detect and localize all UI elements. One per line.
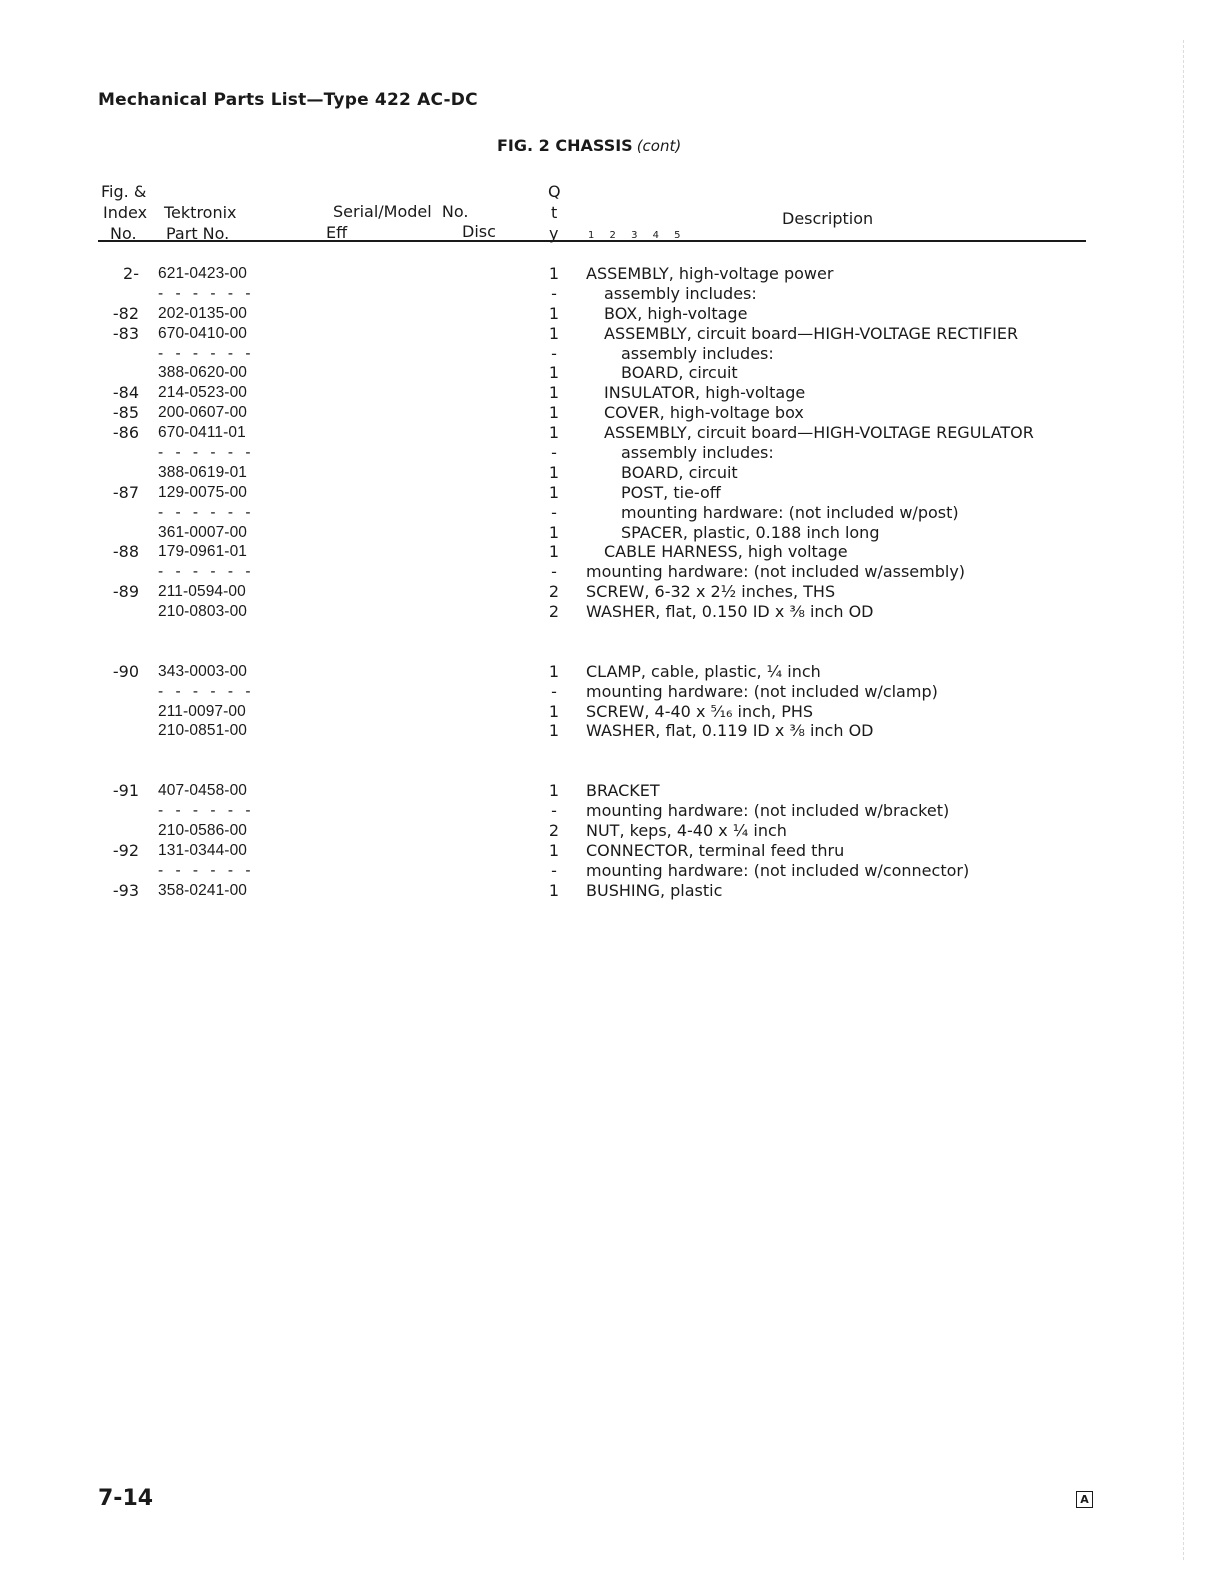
- quantity: 1: [548, 880, 560, 900]
- part-number: 200-0607-00: [158, 404, 248, 422]
- col-qty-line3: y: [549, 224, 559, 243]
- part-description: BOARD, circuit: [621, 462, 738, 482]
- row-spacer: [0, 642, 1231, 662]
- index-number: -87: [112, 482, 139, 502]
- quantity: 1: [548, 482, 560, 502]
- quantity: 1: [548, 403, 560, 423]
- table-row: [0, 324, 1231, 344]
- col-fig-index-line1: Fig. &: [101, 182, 147, 201]
- table-row: [0, 383, 1231, 403]
- part-number: - - - - - -: [158, 444, 255, 462]
- quantity: 2: [548, 820, 560, 840]
- part-number: 407-0458-00: [158, 782, 248, 800]
- index-number: -93: [112, 880, 139, 900]
- table-row: [0, 702, 1231, 722]
- col-serial-model: Serial/Model No.: [333, 202, 469, 221]
- index-number: 2-: [123, 264, 139, 283]
- quantity: -: [551, 443, 557, 463]
- table-row: [0, 821, 1231, 841]
- table-row: [0, 363, 1231, 383]
- part-description: mounting hardware: (not included w/assembly): [586, 562, 966, 582]
- col-qty-line2: t: [551, 203, 558, 222]
- part-number: 343-0003-00: [158, 662, 248, 680]
- col-indent-levels: 1 2 3 4 5: [588, 230, 687, 241]
- part-description: mounting hardware: (not included w/post): [621, 502, 959, 522]
- row-spacer: [0, 761, 1231, 781]
- part-description: mounting hardware: (not included w/connector): [586, 860, 970, 880]
- quantity: 2: [548, 602, 560, 622]
- table-row: [0, 801, 1231, 821]
- part-description: mounting hardware: (not included w/clamp): [586, 681, 938, 701]
- part-description: assembly includes:: [621, 343, 774, 363]
- col-fig-index-line3: No.: [110, 224, 137, 243]
- table-row: [0, 582, 1231, 602]
- quantity: 1: [548, 542, 560, 562]
- revision-badge: A: [1076, 1491, 1093, 1508]
- page-number: 7-14: [98, 1486, 154, 1511]
- table-row: [0, 423, 1231, 443]
- quantity: -: [551, 562, 557, 582]
- table-row: [0, 602, 1231, 622]
- quantity: 1: [548, 522, 560, 542]
- index-number: -91: [112, 781, 139, 801]
- part-number: 131-0344-00: [158, 841, 248, 859]
- quantity: 1: [548, 840, 560, 860]
- index-number: -84: [112, 383, 139, 403]
- part-description: BRACKET: [586, 781, 660, 801]
- parts-list: [0, 264, 1231, 901]
- table-row: [0, 662, 1231, 682]
- part-description: WASHER, flat, 0.150 ID x ⅜ inch OD: [586, 602, 874, 622]
- table-row: [0, 483, 1231, 503]
- quantity: 1: [548, 462, 560, 482]
- index-number: -82: [112, 303, 139, 323]
- part-number: 361-0007-00: [158, 523, 248, 541]
- part-description: SCREW, 4-40 x ⁵⁄₁₆ inch, PHS: [586, 701, 814, 721]
- quantity: 2: [548, 582, 560, 602]
- col-qty-line1: Q: [548, 182, 561, 201]
- part-description: INSULATOR, high-voltage: [604, 383, 806, 403]
- part-description: SPACER, plastic, 0.188 inch long: [621, 522, 880, 542]
- page-title: Mechanical Parts List—Type 422 AC-DC: [98, 90, 478, 110]
- table-row: [0, 841, 1231, 861]
- part-description: ASSEMBLY, circuit board—HIGH-VOLTAGE RECTIFIER: [604, 323, 1019, 343]
- part-description: ASSEMBLY, circuit board—HIGH-VOLTAGE REGULATOR: [604, 423, 1034, 443]
- part-number: 621-0423-00: [158, 265, 248, 282]
- quantity: -: [551, 681, 557, 701]
- part-number: 210-0851-00: [158, 722, 248, 740]
- part-number: - - - - - -: [158, 682, 255, 700]
- part-description: BUSHING, plastic: [586, 880, 723, 900]
- part-number: 358-0241-00: [158, 881, 248, 899]
- quantity: 1: [548, 383, 560, 403]
- quantity: 1: [548, 423, 560, 443]
- table-row: [0, 542, 1231, 562]
- quantity: -: [551, 283, 557, 303]
- part-number: 210-0803-00: [158, 603, 248, 621]
- header-rule: [98, 240, 1086, 242]
- col-description: Description: [782, 209, 874, 228]
- part-number: - - - - - -: [158, 563, 255, 581]
- table-row: [0, 344, 1231, 364]
- quantity: 1: [548, 303, 560, 323]
- quantity: 1: [548, 661, 560, 681]
- part-description: CONNECTOR, terminal feed thru: [586, 840, 845, 860]
- table-row: [0, 861, 1231, 881]
- col-tektronix-line1: Tektronix: [164, 203, 237, 222]
- part-number: - - - - - -: [158, 284, 255, 302]
- index-number: -90: [112, 661, 139, 681]
- table-row: [0, 881, 1231, 901]
- part-description: COVER, high-voltage box: [604, 403, 804, 423]
- table-row: [0, 463, 1231, 483]
- table-row: [0, 721, 1231, 741]
- quantity: -: [551, 502, 557, 522]
- part-number: 179-0961-01: [158, 543, 248, 561]
- part-number: - - - - - -: [158, 503, 255, 521]
- index-number: -83: [112, 323, 139, 343]
- part-number: - - - - - -: [158, 802, 255, 820]
- table-row: [0, 682, 1231, 702]
- part-number: 211-0594-00: [158, 583, 246, 601]
- table-row: [0, 264, 1231, 284]
- row-spacer: [0, 741, 1231, 761]
- part-number: 202-0135-00: [158, 304, 248, 322]
- part-number: 388-0619-01: [158, 463, 248, 481]
- part-description: BOX, high-voltage: [604, 303, 748, 323]
- quantity: -: [551, 860, 557, 880]
- part-description: SCREW, 6-32 x 2½ inches, THS: [586, 582, 836, 602]
- part-number: 210-0586-00: [158, 821, 248, 839]
- col-serial-disc: Disc: [462, 222, 496, 241]
- quantity: 1: [548, 264, 560, 283]
- quantity: -: [551, 343, 557, 363]
- quantity: 1: [548, 363, 560, 383]
- row-spacer: [0, 622, 1231, 642]
- part-description: POST, tie-off: [621, 482, 721, 502]
- part-description: assembly includes:: [604, 283, 757, 303]
- col-serial-eff: Eff: [326, 223, 348, 242]
- part-number: 670-0410-00: [158, 324, 248, 342]
- index-number: -89: [112, 582, 139, 602]
- figure-title-text: FIG. 2 CHASSIS: [497, 136, 633, 155]
- quantity: -: [551, 801, 557, 821]
- quantity: 1: [548, 323, 560, 343]
- part-description: mounting hardware: (not included w/bracket): [586, 801, 950, 821]
- part-number: 670-0411-01: [158, 424, 246, 442]
- table-row: [0, 523, 1231, 543]
- part-number: 214-0523-00: [158, 384, 248, 402]
- part-description: BOARD, circuit: [621, 363, 738, 383]
- table-row: [0, 304, 1231, 324]
- table-row: [0, 284, 1231, 304]
- part-description: CABLE HARNESS, high voltage: [604, 542, 848, 562]
- part-number: - - - - - -: [158, 861, 255, 879]
- figure-title: [497, 136, 681, 155]
- part-description: CLAMP, cable, plastic, ¼ inch: [586, 661, 821, 681]
- part-description: ASSEMBLY, high-voltage power: [586, 264, 834, 283]
- part-number: 211-0097-00: [158, 702, 246, 720]
- quantity: 1: [548, 701, 560, 721]
- col-tektronix-line2: Part No.: [166, 224, 230, 243]
- table-row: [0, 403, 1231, 423]
- col-fig-index-line2: Index: [103, 203, 148, 222]
- part-number: 388-0620-00: [158, 364, 248, 382]
- part-number: 129-0075-00: [158, 483, 248, 501]
- table-row: [0, 781, 1231, 801]
- quantity: 1: [548, 721, 560, 741]
- index-number: -88: [112, 542, 139, 562]
- part-description: WASHER, flat, 0.119 ID x ⅜ inch OD: [586, 721, 874, 741]
- part-description: assembly includes:: [621, 443, 774, 463]
- index-number: -86: [112, 423, 139, 443]
- table-row: [0, 562, 1231, 582]
- table-row: [0, 503, 1231, 523]
- part-number: - - - - - -: [158, 344, 255, 362]
- table-row: [0, 443, 1231, 463]
- quantity: 1: [548, 781, 560, 801]
- index-number: -92: [112, 840, 139, 860]
- part-description: NUT, keps, 4-40 x ¼ inch: [586, 820, 787, 840]
- index-number: -85: [112, 403, 139, 423]
- figure-cont-label: (cont): [636, 137, 682, 155]
